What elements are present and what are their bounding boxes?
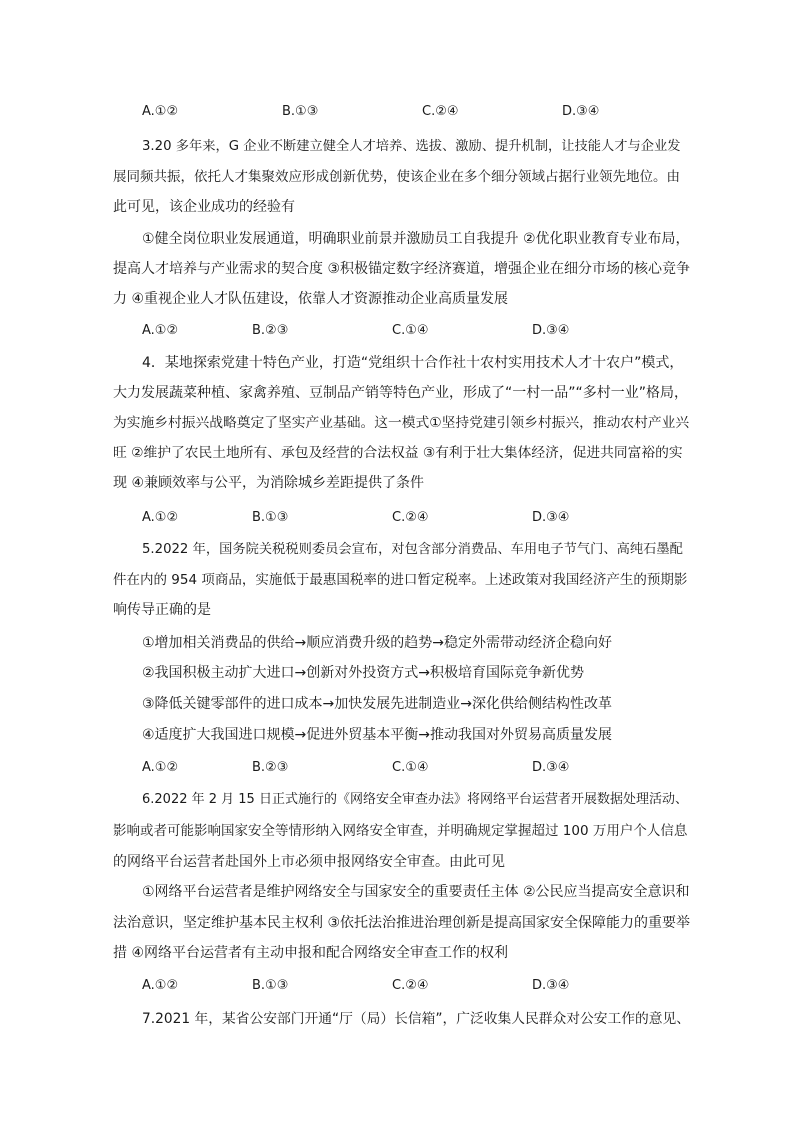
- q6-stem-line: 影响或者可能影响国家安全等情形纳入网络安全审查，并明确规定掌握超过 100 万用户个人信息: [113, 823, 688, 839]
- q6-option-b: B.①③: [252, 978, 289, 993]
- q2-option-a: A.①②: [142, 104, 179, 119]
- q3-option-a: A.①②: [142, 323, 179, 338]
- q3-option-c: C.①④: [392, 323, 429, 338]
- q2-option-b: B.①③: [282, 104, 319, 119]
- q5-stem-line: 件在内的 954 项商品，实施低于最惠国税率的进口暂定税率。上述政策对我国经济产生的预期影: [113, 572, 688, 588]
- q3-item-line: ①健全岗位职业发展通道，明确职业前景并激励员工自我提升 ②优化职业教育专业布局，: [142, 231, 690, 247]
- q4-option-c: C.②④: [392, 510, 429, 525]
- q5-stem-line: 响传导正确的是: [113, 602, 211, 618]
- q3-option-b: B.②③: [252, 323, 289, 338]
- q6-stem-line: 6.2022 年 2 月 15 日正式施行的《网络安全审查办法》将网络平台运营者开展数据处理活动、: [142, 792, 688, 807]
- q5-option-d: D.③④: [532, 760, 570, 775]
- q3-stem-line: 此可见，该企业成功的经验有: [113, 199, 295, 215]
- q5-item-line: ③降低关键零部件的进口成本→加快发展先进制造业→深化供给侧结构性改革: [142, 696, 613, 712]
- q5-stem-line: 5.2022 年，国务院关税税则委员会宣布，对包含部分消费品、车用电子节气门、高纯石墨配: [142, 542, 683, 557]
- q5-option-b: B.②③: [252, 760, 289, 775]
- q3-stem-line: 展同频共振，依托人才集聚效应形成创新优势，使该企业在多个细分领域占据行业领先地位。由: [113, 169, 680, 185]
- q3-item-line: 力 ④重视企业人才队伍建设，依靠人才资源推动企业高质量发展: [113, 291, 508, 307]
- q4-line: 4．某地探索党建十特色产业，打造“党组织十合作社十农村实用技术人才十农户”模式，: [142, 355, 684, 371]
- q6-item-line: 法治意识，坚定维护基本民主权利 ③依托法治推进治理创新是提高国家安全保障能力的重要举: [113, 915, 690, 931]
- q6-option-c: C.②④: [392, 978, 429, 993]
- q4-line: 为实施乡村振兴战略奠定了坚实产业基础。这一模式①坚持党建引领乡村振兴，推动农村产业兴: [113, 415, 690, 431]
- q6-option-d: D.③④: [532, 978, 570, 993]
- q2-option-c: C.②④: [422, 104, 459, 119]
- q5-option-a: A.①②: [142, 760, 179, 775]
- q5-item-line: ④适度扩大我国进口规模→促进外贸基本平衡→推动我国对外贸易高质量发展: [142, 727, 613, 743]
- q6-option-a: A.①②: [142, 978, 179, 993]
- q6-item-line: ①网络平台运营者是维护网络安全与国家安全的重要责任主体 ②公民应当提高安全意识和: [142, 884, 690, 900]
- q6-stem-line: 的网络平台运营者赴国外上市必须申报网络安全审查。由此可见: [113, 854, 505, 870]
- q3-item-line: 提高人才培养与产业需求的契合度 ③积极锚定数字经济赛道，增强企业在细分市场的核心竞争: [113, 261, 690, 277]
- q4-option-b: B.①③: [252, 510, 289, 525]
- q4-line: 现 ④兼顾效率与公平，为消除城乡差距提供了条件: [113, 475, 424, 491]
- q4-option-a: A.①②: [142, 510, 179, 525]
- q3-option-d: D.③④: [532, 323, 570, 338]
- q5-option-c: C.①④: [392, 760, 429, 775]
- q4-line: 大力发展蔬菜种植、家禽养殖、豆制品产销等特色产业，形成了“一村一品”“多村一业”格局，: [113, 385, 689, 401]
- q3-stem-line: 3.20 多年来，G 企业不断建立健全人才培养、选拔、激励、提升机制，让技能人才与企业发: [142, 139, 681, 154]
- q2-option-d: D.③④: [562, 104, 600, 119]
- q4-option-d: D.③④: [532, 510, 570, 525]
- q5-item-line: ①增加相关消费品的供给→顺应消费升级的趋势→稳定外需带动经济企稳向好: [142, 635, 613, 651]
- q5-item-line: ②我国积极主动扩大进口→创新对外投资方式→积极培育国际竞争新优势: [142, 665, 585, 681]
- q4-line: 旺 ②维护了农民土地所有、承包及经营的合法权益 ③有利于壮大集体经济，促进共同富裕的实: [113, 445, 683, 461]
- q6-item-line: 措 ④网络平台运营者有主动申报和配合网络安全审查工作的权利: [113, 945, 508, 961]
- q7-stem-line: 7.2021 年，某省公安部门开通“厅（局）长信箱”，广泛收集人民群众对公安工作的意见、: [142, 1011, 690, 1027]
